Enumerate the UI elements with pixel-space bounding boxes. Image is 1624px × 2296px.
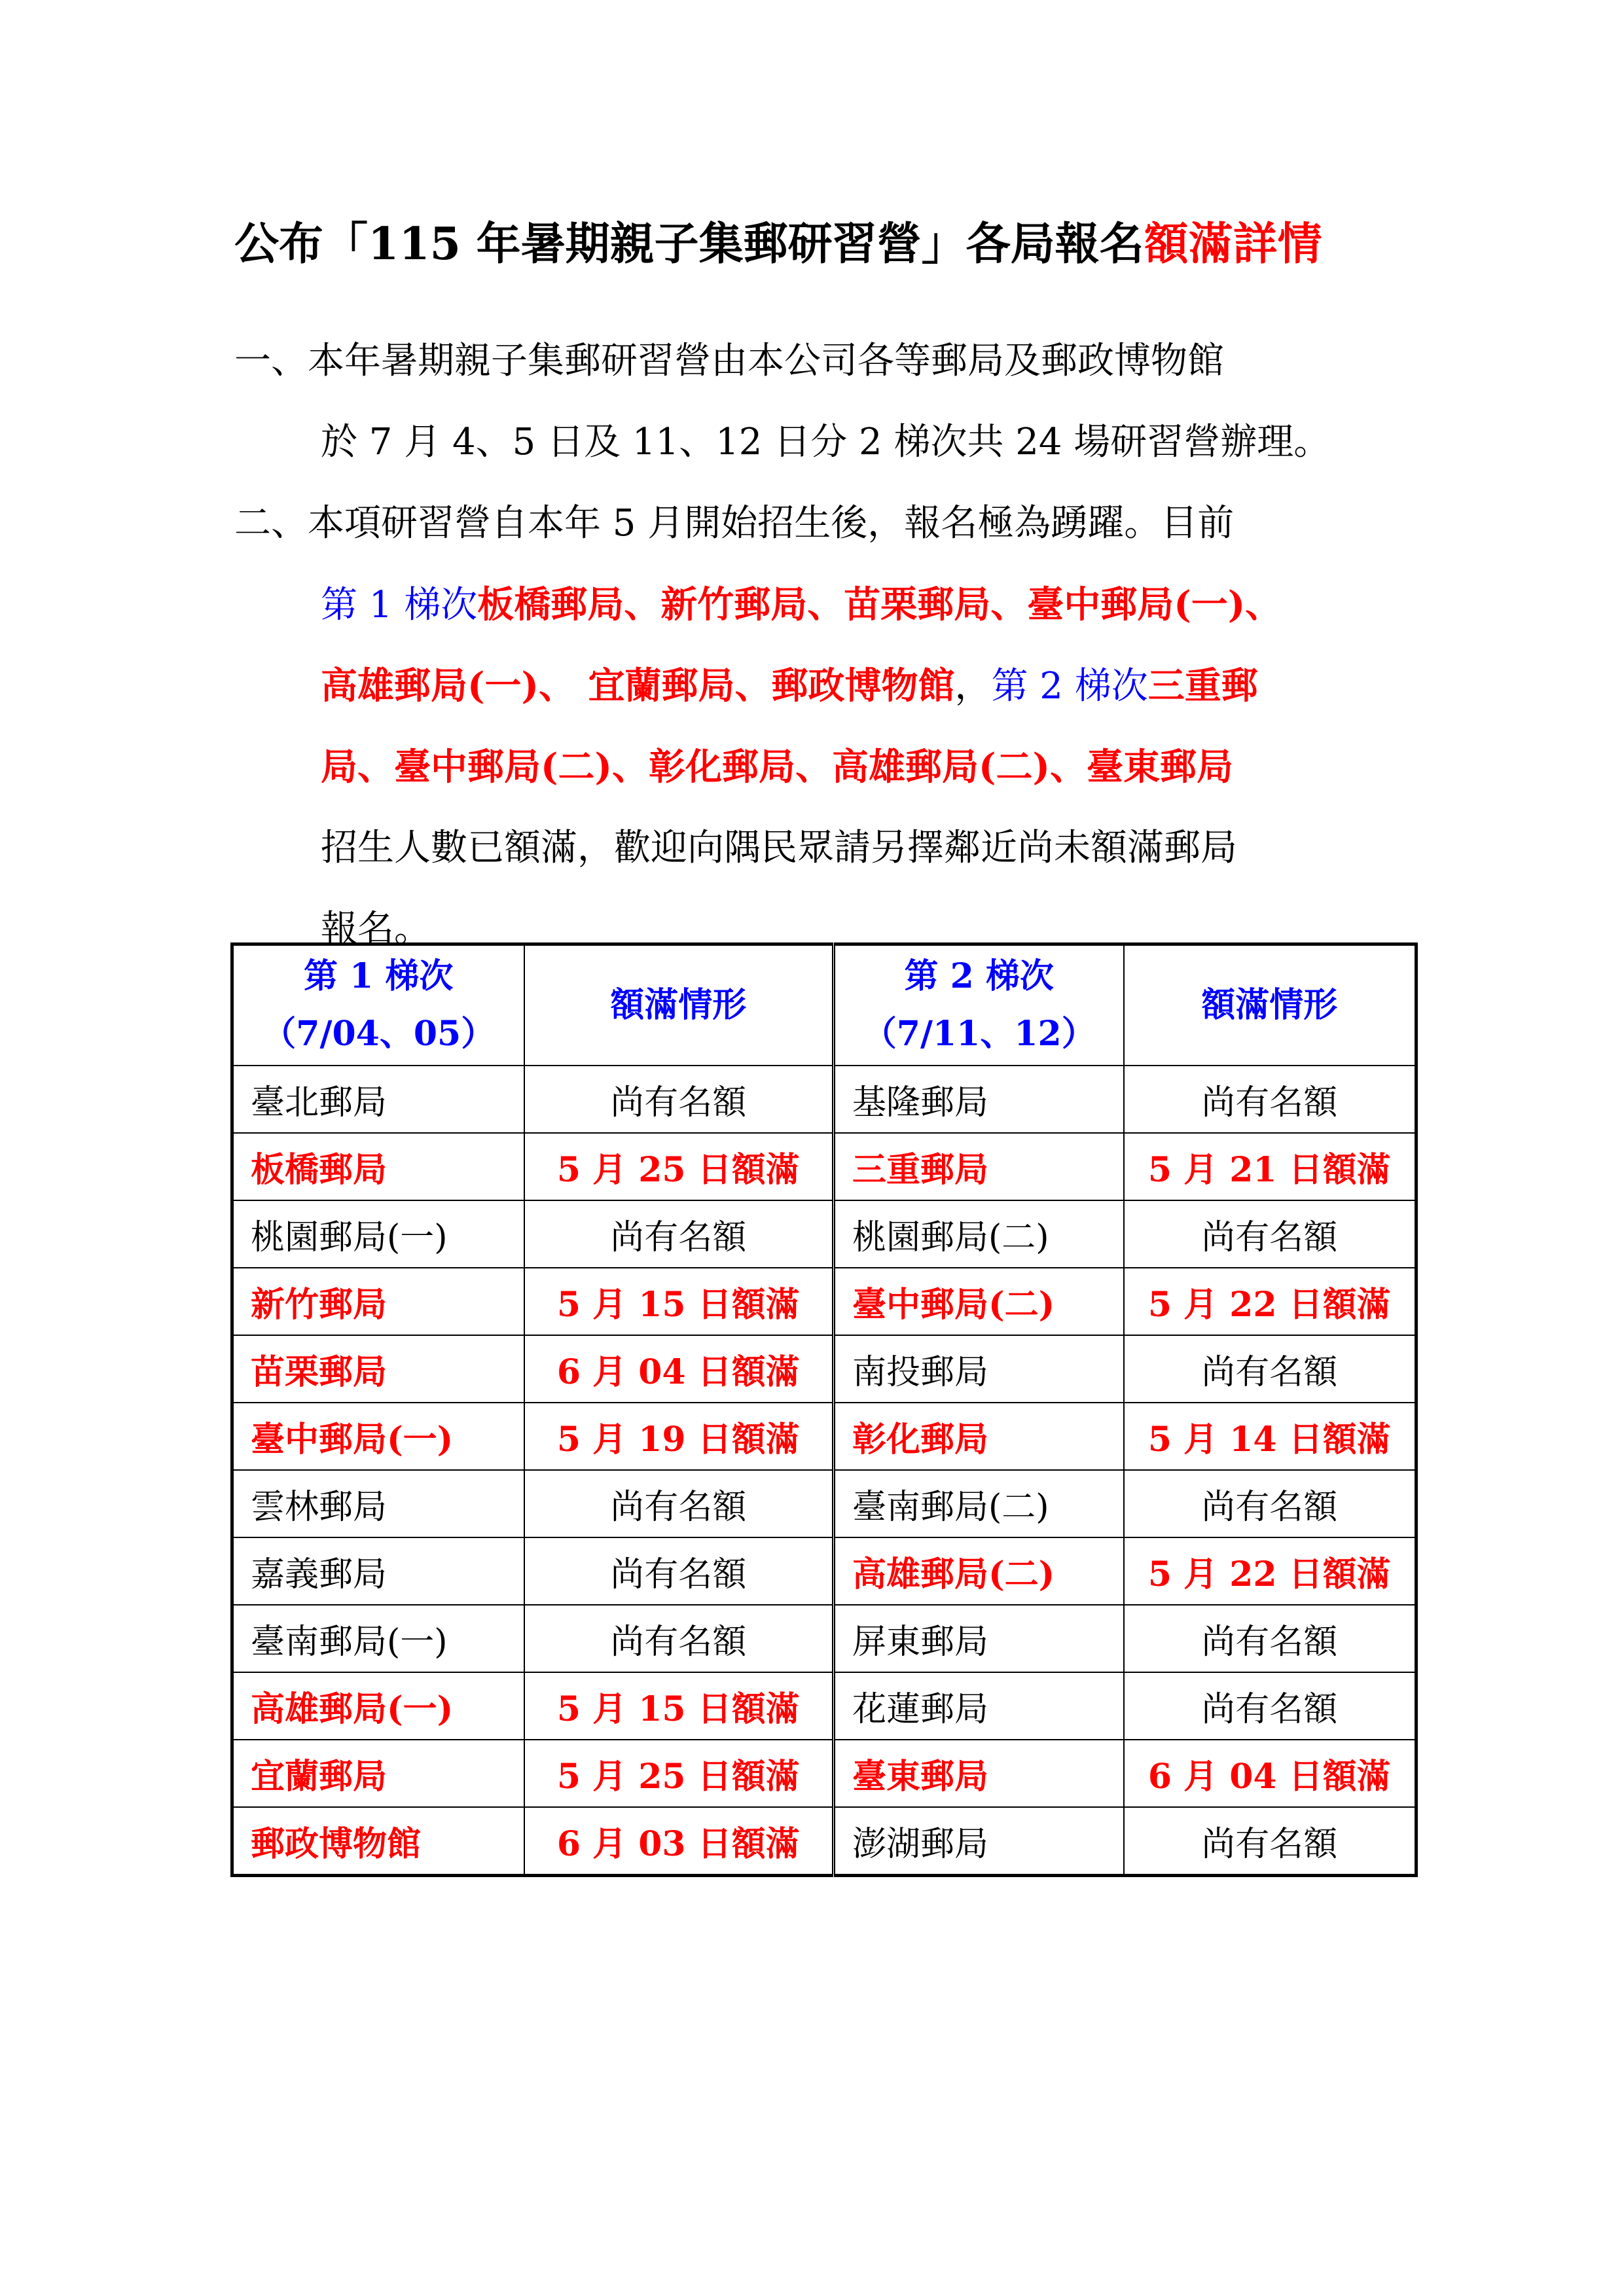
right-status: 尚有名額 xyxy=(1124,1807,1416,1876)
left-status: 5 月 15 日額滿 xyxy=(524,1672,834,1740)
left-office-name: 郵政博物館 xyxy=(232,1807,524,1876)
right-office-name: 三重郵局 xyxy=(834,1133,1124,1200)
right-office-name: 屏東郵局 xyxy=(834,1605,1124,1672)
right-status: 尚有名額 xyxy=(1124,1470,1416,1537)
right-status: 尚有名額 xyxy=(1124,1672,1416,1740)
table-row xyxy=(232,1200,1416,1268)
right-status: 5 月 22 日額滿 xyxy=(1124,1268,1416,1335)
left-office-name: 宜蘭郵局 xyxy=(232,1740,524,1807)
title-highlight: 額滿詳情 xyxy=(1144,218,1322,270)
right-office-name: 臺中郵局(二) xyxy=(834,1268,1124,1335)
right-office-name: 澎湖郵局 xyxy=(834,1807,1124,1876)
right-office-name: 彰化郵局 xyxy=(834,1403,1124,1470)
table-row xyxy=(232,1133,1416,1200)
left-status: 尚有名額 xyxy=(524,1537,834,1605)
header-status2: 額滿情形 xyxy=(1124,944,1416,1066)
left-status: 6 月 03 日額滿 xyxy=(524,1807,834,1876)
table-row xyxy=(232,1335,1416,1403)
title-main: 公布「115 年暑期親子集郵研習營」各局報名 xyxy=(234,218,1144,270)
table-row xyxy=(232,1807,1416,1876)
left-office-name: 臺南郵局(一) xyxy=(232,1605,524,1672)
left-status: 尚有名額 xyxy=(524,1200,834,1268)
left-office-name: 臺中郵局(一) xyxy=(232,1403,524,1470)
header-status1: 額滿情形 xyxy=(524,944,834,1066)
table-row xyxy=(232,1268,1416,1335)
left-office-name: 苗栗郵局 xyxy=(232,1335,524,1403)
table-row xyxy=(232,1605,1416,1672)
left-status: 尚有名額 xyxy=(524,1066,834,1133)
right-status: 5 月 22 日額滿 xyxy=(1124,1537,1416,1605)
right-status: 尚有名額 xyxy=(1124,1335,1416,1403)
right-office-name: 臺東郵局 xyxy=(834,1740,1124,1807)
left-status: 5 月 15 日額滿 xyxy=(524,1268,834,1335)
batch2-list-b: 局、臺中郵局(二)、彰化郵局、高雄郵局(二)、臺東郵局 xyxy=(321,745,1233,789)
right-status: 5 月 21 日額滿 xyxy=(1124,1133,1416,1200)
left-office-name: 桃園郵局(一) xyxy=(232,1200,524,1268)
batch2-label: 第 2 梯次 xyxy=(991,665,1148,708)
item2-line1: 二、本項研習營自本年 5 月開始招生後，報名極為踴躍。目前 xyxy=(234,502,1235,545)
item1-line2: 於 7 月 4、5 日及 11、12 日分 2 梯次共 24 場研習營辦理。 xyxy=(321,421,1331,463)
table-row xyxy=(232,1403,1416,1470)
right-status: 尚有名額 xyxy=(1124,1066,1416,1133)
item2-line-end1: 招生人數已額滿，歡迎向隅民眾請另擇鄰近尚未額滿郵局 xyxy=(321,827,1237,869)
table-row xyxy=(232,1537,1416,1605)
left-status: 6 月 04 日額滿 xyxy=(524,1335,834,1403)
item1-line1: 一、本年暑期親子集郵研習營由本公司各等郵局及郵政博物館 xyxy=(234,340,1224,382)
table-body xyxy=(232,1066,1416,1876)
table-row xyxy=(232,1672,1416,1740)
left-office-name: 嘉義郵局 xyxy=(232,1537,524,1605)
right-status: 尚有名額 xyxy=(1124,1200,1416,1268)
header-batch1: 第 1 梯次 （7/04、05） xyxy=(232,944,524,1066)
table-header-row xyxy=(232,944,1416,1066)
right-status: 6 月 04 日額滿 xyxy=(1124,1740,1416,1807)
left-status: 尚有名額 xyxy=(524,1605,834,1672)
header-batch2: 第 2 梯次 （7/11、12） xyxy=(834,944,1124,1066)
item2-line2 xyxy=(321,564,1282,646)
right-status: 尚有名額 xyxy=(1124,1605,1416,1672)
left-status: 5 月 19 日額滿 xyxy=(524,1403,834,1470)
status-table xyxy=(230,942,1418,1877)
item2-line3 xyxy=(321,645,1258,727)
item2-line-end2: 報名。 xyxy=(321,908,431,950)
right-office-name: 高雄郵局(二) xyxy=(834,1537,1124,1605)
left-status: 5 月 25 日額滿 xyxy=(524,1133,834,1200)
left-office-name: 高雄郵局(一) xyxy=(232,1672,524,1740)
right-office-name: 桃園郵局(二) xyxy=(834,1200,1124,1268)
left-status: 5 月 25 日額滿 xyxy=(524,1740,834,1807)
separator-comma: ， xyxy=(954,665,992,708)
right-office-name: 基隆郵局 xyxy=(834,1066,1124,1133)
right-status: 5 月 14 日額滿 xyxy=(1124,1403,1416,1470)
left-status: 尚有名額 xyxy=(524,1470,834,1537)
page-title xyxy=(234,208,1413,280)
batch1-label: 第 1 梯次 xyxy=(321,584,478,626)
batch1-list-a: 板橋郵局、新竹郵局、苗栗郵局、臺中郵局(一)、 xyxy=(477,583,1282,626)
table-row xyxy=(232,1066,1416,1133)
table-row xyxy=(232,1740,1416,1807)
batch2-list-a: 三重郵 xyxy=(1147,664,1258,708)
right-office-name: 花蓮郵局 xyxy=(834,1672,1124,1740)
left-office-name: 板橋郵局 xyxy=(232,1133,524,1200)
right-office-name: 南投郵局 xyxy=(834,1335,1124,1403)
left-office-name: 臺北郵局 xyxy=(232,1066,524,1133)
table-row xyxy=(232,1470,1416,1537)
batch1-list-b: 高雄郵局(一)、 宜蘭郵局、郵政博物館 xyxy=(321,664,955,708)
left-office-name: 新竹郵局 xyxy=(232,1268,524,1335)
right-office-name: 臺南郵局(二) xyxy=(834,1470,1124,1537)
left-office-name: 雲林郵局 xyxy=(232,1470,524,1537)
